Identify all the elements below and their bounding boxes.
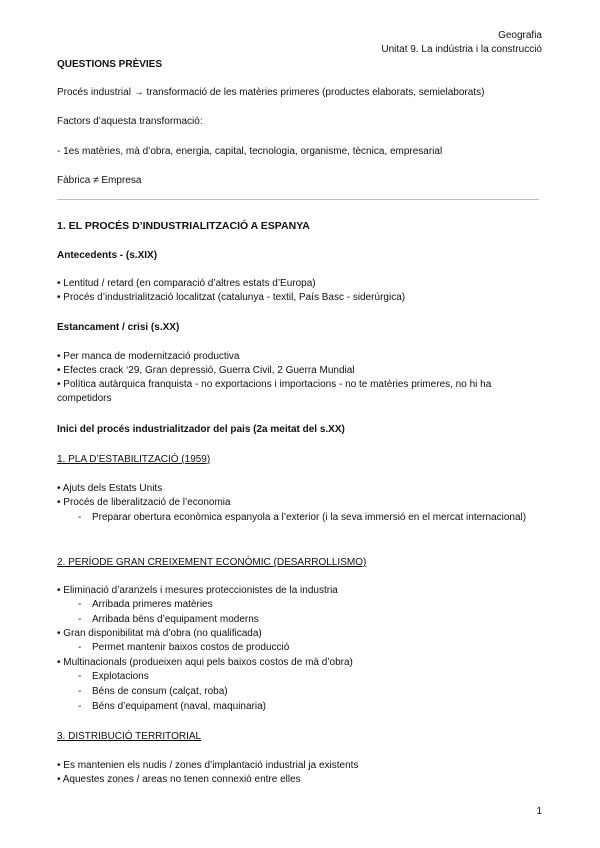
distribucio-item: • Es mantenien els nudis / zones d’implantació industrial ja existents xyxy=(57,760,359,771)
estancament-item: • Efectes crack ‘29, Gran depressió, Guerra Civil, 2 Guerra Mundial xyxy=(57,365,355,376)
header-unit: Unitat 9. La indústria i la construcció xyxy=(381,44,542,55)
periode-sub-dash: - xyxy=(78,599,82,610)
inici-title: Inici del procés industrialitzador del pais (2a meitat del s.XX) xyxy=(57,424,345,435)
antecedents-title: Antecedents - (s.XIX) xyxy=(57,250,158,261)
periode-sub-item: Permet mantenir baixos costos de producció xyxy=(92,642,290,653)
periode-sub-dash: - xyxy=(78,701,82,712)
periode-sub-dash: - xyxy=(78,686,82,697)
antecedents-item: • Lentitud / retard (en comparació d’altres estats d’Europa) xyxy=(57,278,316,289)
periode-sub-dash: - xyxy=(78,671,82,682)
periode-sub-item: Arribada béns d’equipament moderns xyxy=(92,614,259,625)
pla-item: • Ajuts dels Estats Units xyxy=(57,483,163,494)
antecedents-item: • Procés d’industrialització localitzat (catalunya - textil, País Basc - siderúrgica) xyxy=(57,292,406,303)
page-number: 1 xyxy=(536,806,542,817)
distribucio-title: 3. DISTRIBUCIÓ TERRITORIAL xyxy=(57,731,202,742)
periode-sub-item: Béns de consum (calçat, roba) xyxy=(92,686,228,697)
periode-title: 2. PERÍODE GRAN CREIXEMENT ECONÒMIC (DESARROLLISMO) xyxy=(57,557,367,568)
periode-sub-item: Explotacions xyxy=(92,671,149,682)
questions-title: QUESTIONS PRÈVIES xyxy=(57,59,163,70)
questions-line-4: Fàbrica ≠ Empresa xyxy=(57,175,142,186)
estancament-item: • Política autàrquica franquista - no exportacions i importacions - no te matèries primeres, no hi ha xyxy=(57,379,492,390)
periode-sub-item: Béns d’equipament (naval, maquinaria) xyxy=(92,701,266,712)
periode-sub-dash: - xyxy=(78,614,82,625)
estancament-item: • Per manca de modernització productiva xyxy=(57,351,240,362)
questions-line-2: Factors d’aquesta transformació: xyxy=(57,116,203,127)
distribucio-item: • Aquestes zones / areas no tenen connexió entre elles xyxy=(57,774,301,785)
pla-sub-item: Preparar obertura econòmica espanyola a l’exterior (i la seva immersió en el mercat internacional) xyxy=(92,512,527,523)
questions-line-1: Procés industrial → transformació de les matèries primeres (productes elaborats, semielaborats) xyxy=(57,87,485,98)
estancament-title: Estancament / crisi (s.XX) xyxy=(57,322,180,333)
periode-sub-item: Arribada primeres matèries xyxy=(92,599,213,610)
periode-item: • Multinacionals (produeixen aqui pels baixos costos de mà d’obra) xyxy=(57,657,353,668)
header-subject: Geografia xyxy=(498,30,542,41)
pla-sub-dash: - xyxy=(78,512,82,523)
periode-item: • Eliminació d’aranzels i mesures proteccionistes de la industria xyxy=(57,585,338,596)
pla-item: • Procés de liberalització de l’economia xyxy=(57,497,231,508)
periode-sub-dash: - xyxy=(78,642,82,653)
questions-line-3: - 1es matèries, mà d’obra, energia, capital, tecnologia, organisme, tècnica, empresarial xyxy=(57,146,443,157)
periode-item: • Gran disponibilitat mà d’obra (no qualificada) xyxy=(57,628,262,639)
estancament-item-continuation: competidors xyxy=(57,393,112,404)
pla-title: 1. PLA D’ESTABILITZACIÓ (1959) xyxy=(57,454,211,465)
section-1-title: 1. EL PROCÉS D’INDUSTRIALITZACIÓ A ESPANYA xyxy=(57,220,310,232)
section-divider xyxy=(57,199,539,200)
